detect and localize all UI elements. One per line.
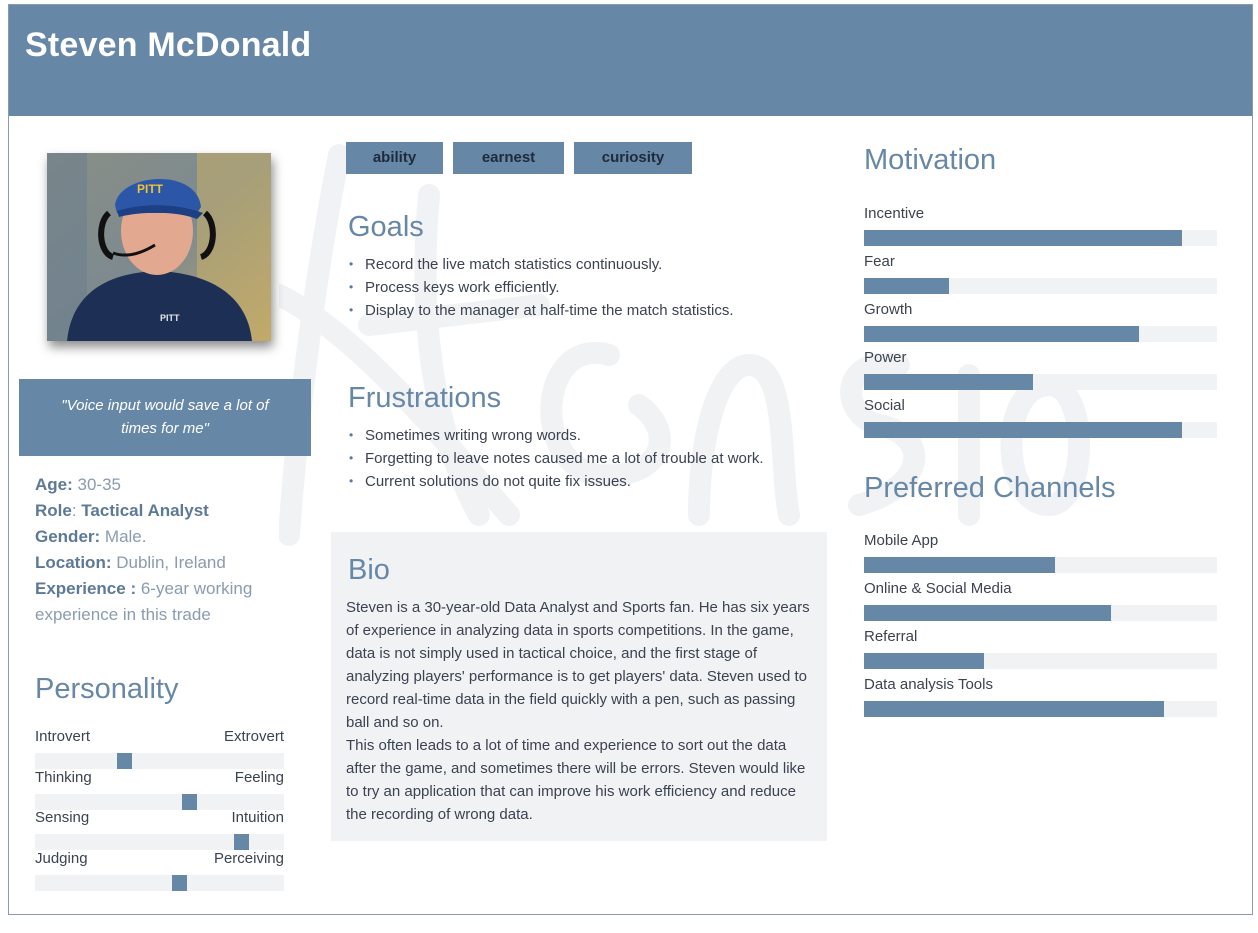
channel-bar-mobile-app [864,532,1217,550]
persona-facts [35,472,305,628]
list-item: • Process keys work efficiently. [348,276,818,299]
bar-label: Data analysis Tools [864,676,993,693]
trait-marker [117,753,132,769]
bar-fill [864,605,1111,621]
fact-experience: Experience : 6-year working experience in this trade [35,579,253,624]
bar-track [864,701,1217,717]
list-item: • Sometimes writing wrong words. [348,424,818,447]
svg-text:PITT: PITT [137,182,163,196]
persona-photo [47,153,271,341]
channel-bar-referral [864,628,1217,646]
bio-panel [331,532,827,841]
fact-gender: Gender: Male. [35,527,147,546]
bar-label: Online & Social Media [864,580,1012,597]
bar-track [864,230,1217,246]
bar-track [864,374,1217,390]
bio-paragraph: This often leads to a lot of time and experience to sort out the data after the game, and sometimes there will be errors. Steven would like to try an application that can improve his work efficiency and reduce the recording of wrong data. [346,737,806,823]
bar-track [864,326,1217,342]
bar-label: Power [864,349,907,366]
bar-label: Fear [864,253,895,270]
motivation-bar-fear [864,253,1217,271]
bar-label: Referral [864,628,918,645]
trait-marker [172,875,187,891]
bar-fill [864,374,1033,390]
bar-label: Incentive [864,205,925,222]
trait-slider-introvert-extrovert [35,728,284,746]
trait-left-label: Introvert [35,728,91,745]
bar-fill [864,278,949,294]
fact-age: Age: 30-35 [35,475,121,494]
trait-left-label: Thinking [35,769,92,786]
bio-text [346,596,816,826]
frustrations-list [348,424,818,493]
frustrations-heading: Frustrations [348,382,502,414]
trait-right-label: Extrovert [223,728,284,745]
list-item: • Display to the manager at half-time the match statistics. [348,299,818,322]
bar-fill [864,653,984,669]
bar-track [864,653,1217,669]
trait-left-label: Judging [35,850,88,867]
bar-track [864,422,1217,438]
motivation-bar-power [864,349,1217,367]
bar-fill [864,557,1055,573]
channel-bar-data-tools [864,676,1217,694]
trait-right-label: Perceiving [213,850,284,867]
bar-fill [864,701,1164,717]
trait-track [35,875,284,891]
fact-location: Location: Dublin, Ireland [35,553,226,572]
persona-card [8,4,1253,915]
trait-right-label: Intuition [231,809,284,826]
trait-slider-judging-perceiving [35,850,284,868]
motivation-bar-social [864,397,1217,415]
trait-slider-sensing-intuition [35,809,284,827]
bar-label: Growth [864,301,913,318]
trait-track [35,794,284,810]
trait-track [35,753,284,769]
tag-curiosity: curiosity [574,142,692,174]
bar-fill [864,230,1182,246]
motivation-bar-growth [864,301,1217,319]
channels-heading: Preferred Channels [864,472,1116,504]
channel-bar-online-social [864,580,1217,598]
bar-fill [864,326,1139,342]
bar-label: Social [864,397,905,414]
bar-fill [864,422,1182,438]
list-item: • Current solutions do not quite fix issues. [348,470,818,493]
trait-slider-thinking-feeling [35,769,284,787]
trait-left-label: Sensing [35,809,90,826]
bar-track [864,278,1217,294]
bio-paragraph: Steven is a 30-year-old Data Analyst and Sports fan. He has six years of experience in analyzing data in sports competitions. In the game, data is not simply used in tactical choice, and the first stage of analyzing players' performance is to get players' data. Steven used to record real-time data in the field quickly with a pen, such as passing ball and so on. [346,599,810,731]
svg-text:PITT: PITT [160,313,180,323]
trait-marker [182,794,197,810]
trait-right-label: Feeling [234,769,284,786]
persona-name: Steven McDonald [25,26,312,64]
goals-list [348,253,818,322]
tag-ability: ability [346,142,443,174]
trait-track [35,834,284,850]
fact-role: Role: Tactical Analyst [35,501,209,520]
persona-quote: "Voice input would save a lot of times for me" [19,379,311,456]
header-banner [9,5,1252,116]
motivation-bar-incentive [864,205,1217,223]
trait-marker [234,834,249,850]
bio-heading: Bio [348,554,390,586]
motivation-heading: Motivation [864,144,997,176]
list-item: • Record the live match statistics continuously. [348,253,818,276]
goals-heading: Goals [348,211,424,243]
personality-heading: Personality [35,673,179,705]
list-item: • Forgetting to leave notes caused me a lot of trouble at work. [348,447,818,470]
bar-track [864,605,1217,621]
tag-earnest: earnest [453,142,564,174]
bar-track [864,557,1217,573]
bar-label: Mobile App [864,532,939,549]
